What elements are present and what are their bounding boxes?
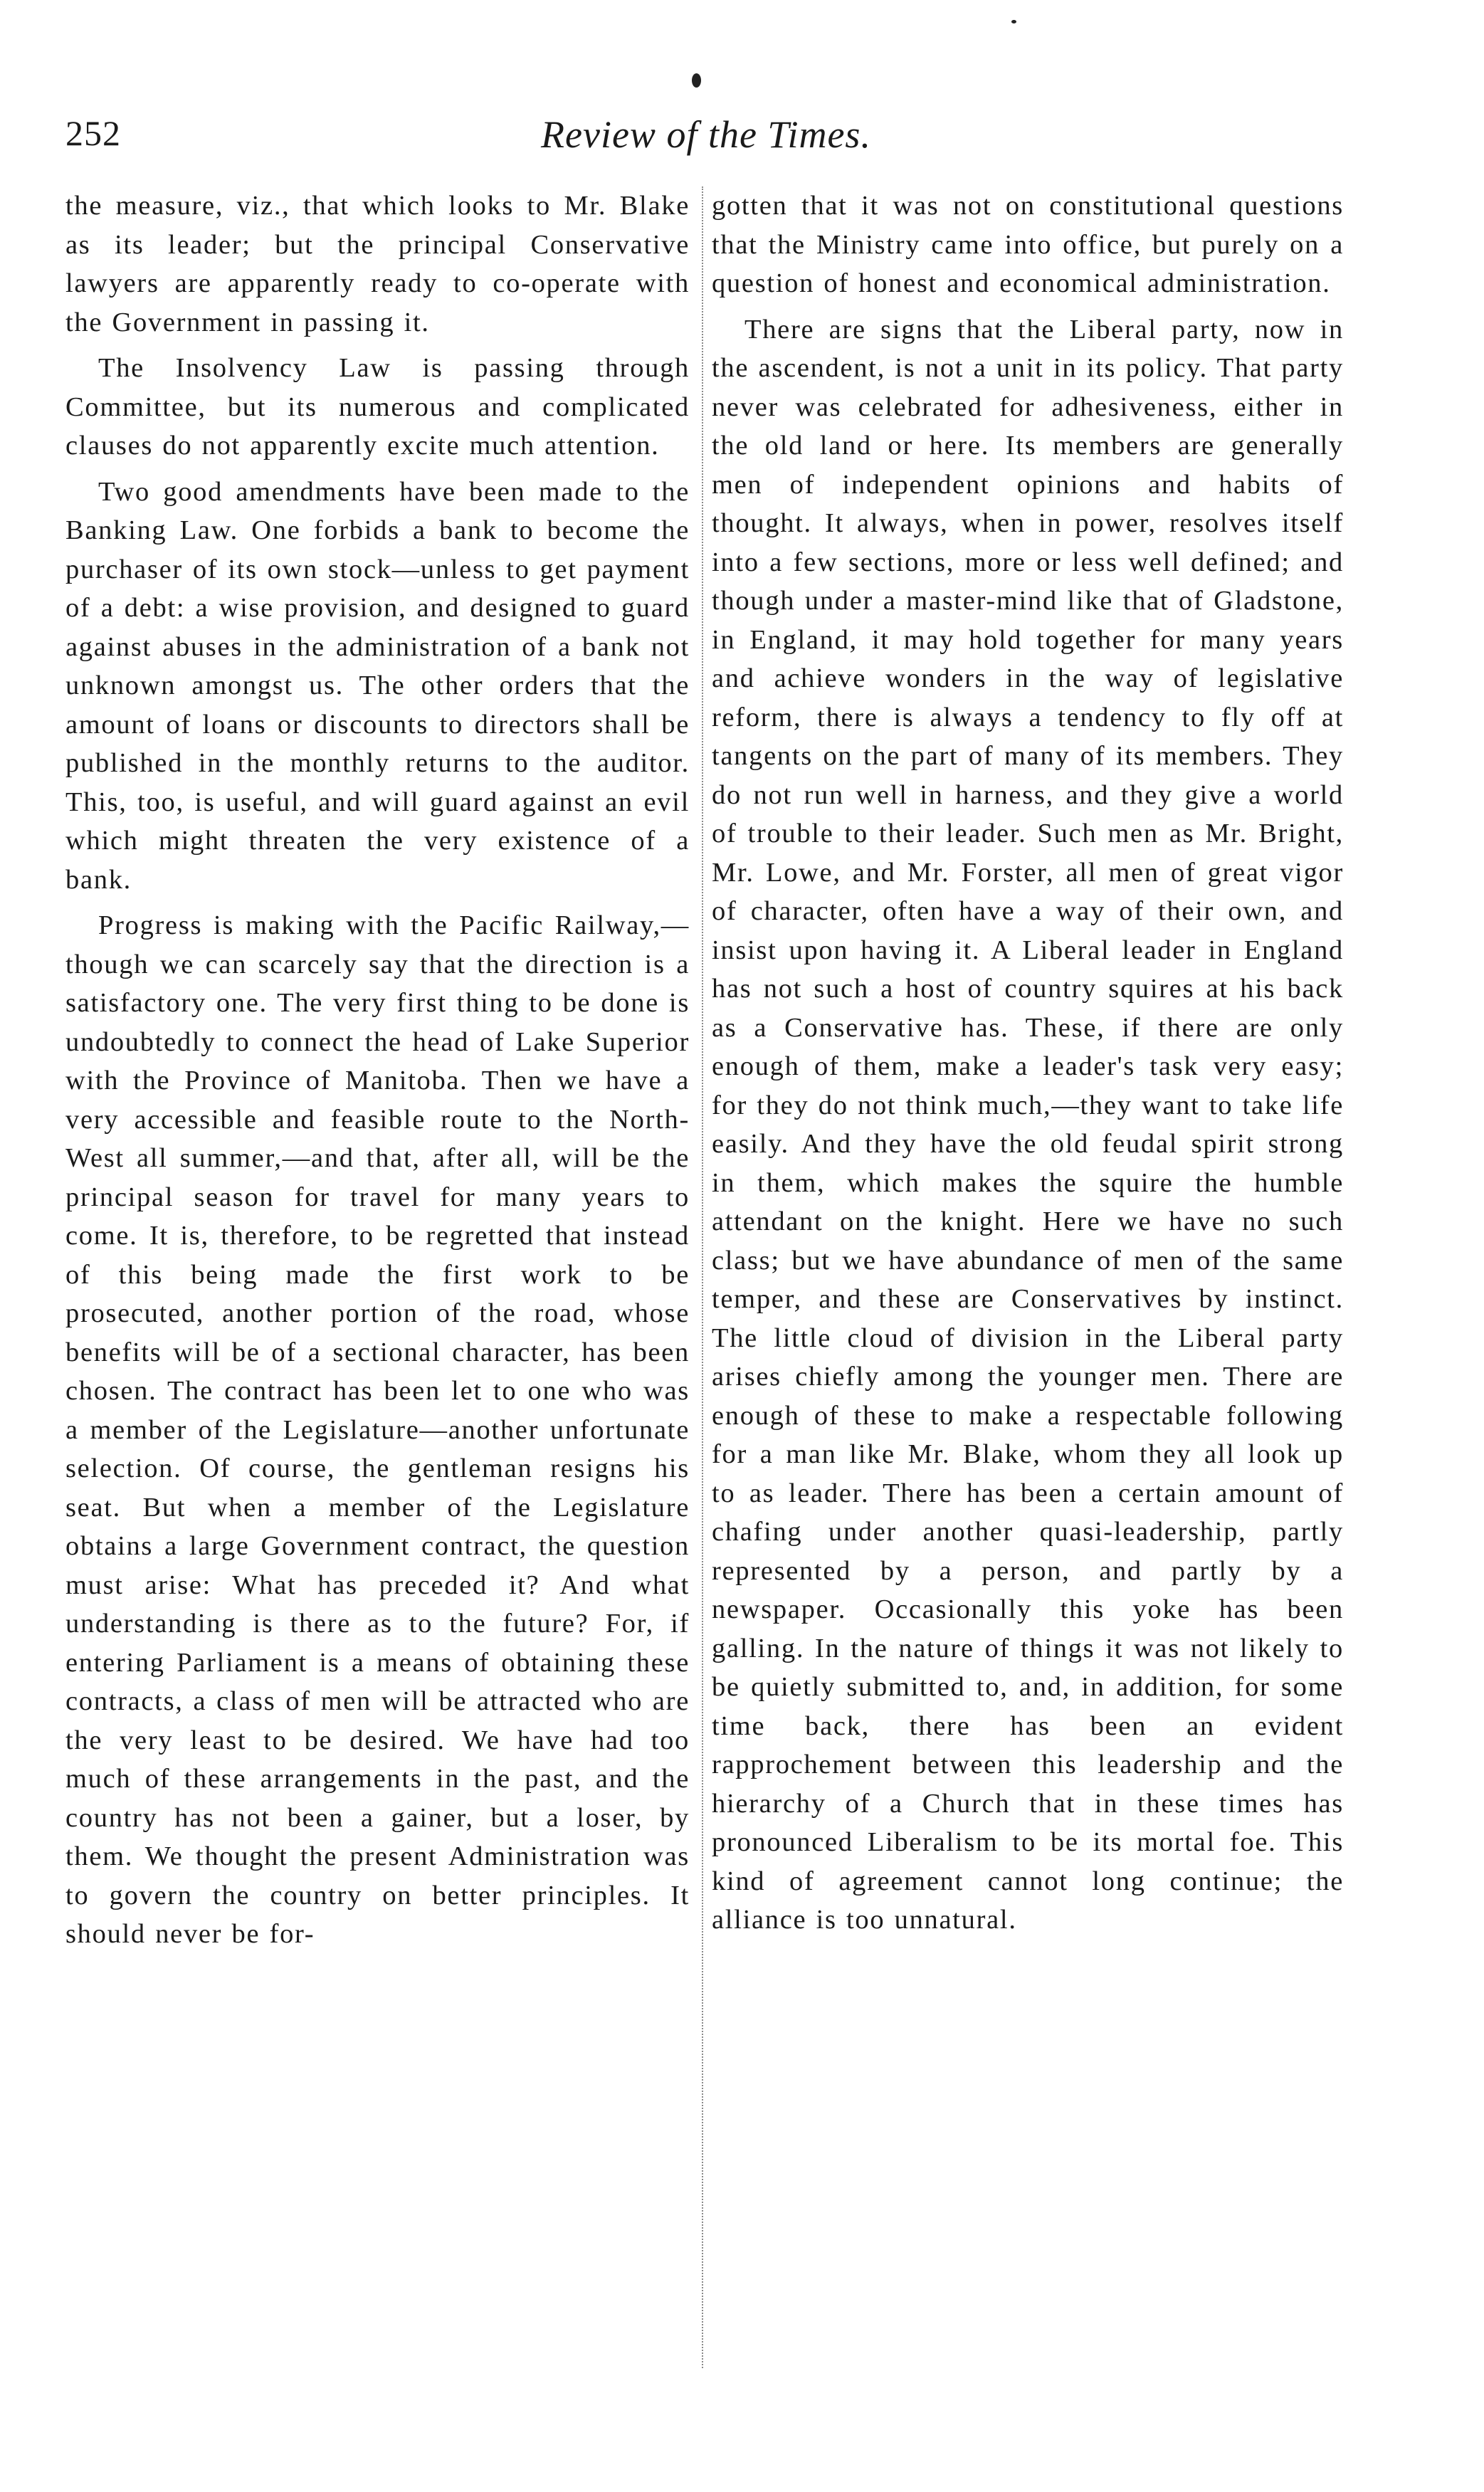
paragraph: Two good amendments have been made to the Banking Law. One forbids a bank to become the purchaser of its own stock—unless to get payment of a debt: a wise provision, and designed to guard against abuses in the administration of a bank not unknown amongst us. The other orders that the amount of loans or discounts to directors shall be published in the monthly returns to the auditor. This, too, is useful, and will guard against an evil which might threaten the very existence of a bank. — [65, 476, 690, 895]
page-number: 252 — [65, 113, 121, 153]
paragraph: The Insolvency Law is passing through Committee, but its numerous and complicated clauses do not apparently excite much attention. — [65, 353, 690, 461]
paragraph: gotten that it was not on constitutional questions that the Ministry came into office, but purely on a question of honest and economical administration. — [712, 191, 1344, 298]
running-title: Review of the Times. — [541, 113, 871, 156]
paragraph: Progress is making with the Pacific Railway,—though we can scarcely say that the direction is a satisfactory one. The very first thing to be done is undoubtedly to connect the head of Lake Superior with the Province of Manitoba. Then we have a very accessible and feasible route to the North-West all summer,—and that, after all, will be the principal season for travel for many years to come. It is, therefore, to be regretted that instead of this being made the first work to be prosecuted, another portion of the road, whose benefits will be of a sectional character, has been chosen. The contract has been let to one who was a member of the Legislature—another unfortunate selection. Of course, the gentleman resigns his seat. But when a member of the Legislature obtains a large Government contract, the question must arise: What has preceded it? And what understanding is there as to the future? For, if entering Parliament is a means of obtaining these contracts, a class of men will be attracted who are the very least to be desired. We have had too much of these arrangements in the past, and the country has not been a gainer, but a loser, by them. We thought the present Administration was to govern the country on better principles. It should never be for- — [65, 910, 690, 1949]
right-column — [712, 186, 1344, 1940]
paragraph: the measure, viz., that which looks to Mr. Blake as its leader; but the principal Conservative lawyers are apparently ready to co-operate with the Government in passing it. — [65, 191, 690, 337]
ink-speck — [692, 73, 701, 88]
left-column — [65, 186, 690, 1954]
paragraph: There are signs that the Liberal party, now in the ascendent, is not a unit in its policy. That party never was celebrated for adhesiveness, either in the old land or here. Its members are generally men of independent opinions and habits of thought. It always, when in power, resolves itself into a few sections, more or less well defined; and though under a master-mind like that of Gladstone, in England, it may hold together for many years and achieve wonders in the way of legislative reform, there is always a tendency to fly off at tangents on the part of many of its members. They do not run well in harness, and they give a world of trouble to their leader. Such men as Mr. Bright, Mr. Lowe, and Mr. Forster, all men of great vigor of character, often have a way of their own, and insist upon having it. A Liberal leader in England has not such a host of country squires at his back as a Conservative has. These, if there are only enough of them, make a leader's task very easy; for they do not think much,—they want to take life easily. And they have the old feudal spirit strong in them, which makes the squire the humble attendant on the knight. Here we have no such class; but we have abundance of men of the same temper, and these are Conservatives by instinct. The little cloud of division in the Liberal party arises chiefly among the younger men. There are enough of these to make a respectable following for a man like Mr. Blake, whom they all look up to as leader. There has been a certain amount of chafing under another quasi-leadership, partly represented by a person, and partly by a newspaper. Occasionally this yoke has been galling. In the nature of things it was not likely to be quietly submitted to, and, in addition, for some time back, there has been an evident rapprochement between this leadership and the hierarchy of a Church that in these times has pronounced Liberalism to be its mortal foe. This kind of agreement cannot long continue; the alliance is too unnatural. — [712, 314, 1344, 1935]
ink-speck — [1011, 20, 1016, 23]
column-divider — [702, 186, 703, 2368]
page-header — [65, 112, 1347, 162]
